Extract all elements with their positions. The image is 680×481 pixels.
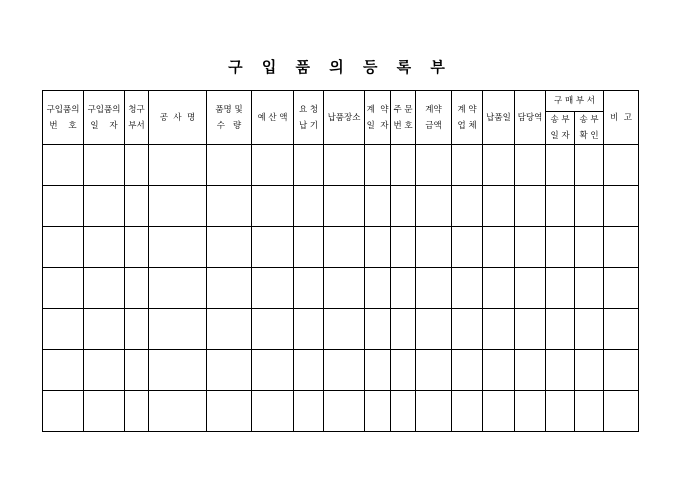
table-cell[interactable] bbox=[149, 309, 207, 350]
table-cell[interactable] bbox=[207, 186, 252, 227]
table-cell[interactable] bbox=[416, 145, 452, 186]
table-row bbox=[43, 145, 639, 186]
table-cell[interactable] bbox=[604, 350, 639, 391]
table-cell[interactable] bbox=[252, 309, 294, 350]
table-cell[interactable] bbox=[604, 227, 639, 268]
table-cell[interactable] bbox=[324, 350, 365, 391]
header-manager: 담당역 bbox=[515, 91, 546, 145]
header-delivery-date: 납품일 bbox=[483, 91, 515, 145]
table-cell[interactable] bbox=[391, 391, 416, 432]
table-cell[interactable] bbox=[125, 309, 149, 350]
header-remarks: 비 고 bbox=[604, 91, 639, 145]
table-cell[interactable] bbox=[207, 309, 252, 350]
table-cell[interactable] bbox=[365, 145, 391, 186]
table-cell[interactable] bbox=[575, 391, 604, 432]
header-purchase-dept: 구 매 부 서 bbox=[546, 91, 604, 112]
table-cell[interactable] bbox=[452, 309, 483, 350]
table-cell[interactable] bbox=[391, 268, 416, 309]
table-cell[interactable] bbox=[483, 309, 515, 350]
table-cell[interactable] bbox=[546, 309, 575, 350]
table-cell[interactable] bbox=[515, 309, 546, 350]
table-cell[interactable] bbox=[575, 309, 604, 350]
table-cell[interactable] bbox=[294, 309, 324, 350]
header-contractor: 계 약 업 체 bbox=[452, 91, 483, 145]
table-row bbox=[43, 350, 639, 391]
table-cell[interactable] bbox=[483, 350, 515, 391]
table-cell[interactable] bbox=[84, 227, 125, 268]
table-cell[interactable] bbox=[294, 145, 324, 186]
table-cell[interactable] bbox=[84, 350, 125, 391]
table-cell[interactable] bbox=[452, 186, 483, 227]
table-cell[interactable] bbox=[515, 227, 546, 268]
table-cell[interactable] bbox=[515, 268, 546, 309]
table-cell[interactable] bbox=[416, 268, 452, 309]
table-cell[interactable] bbox=[452, 391, 483, 432]
table-cell[interactable] bbox=[294, 186, 324, 227]
header-requested-due: 요 청 납 기 bbox=[294, 91, 324, 145]
table-cell[interactable] bbox=[252, 268, 294, 309]
table-cell[interactable] bbox=[575, 268, 604, 309]
table-cell[interactable] bbox=[515, 145, 546, 186]
table-cell[interactable] bbox=[252, 186, 294, 227]
table-cell[interactable] bbox=[324, 391, 365, 432]
table-cell[interactable] bbox=[546, 186, 575, 227]
table-cell[interactable] bbox=[207, 350, 252, 391]
table-row bbox=[43, 268, 639, 309]
header-requesting-dept: 청구 부서 bbox=[125, 91, 149, 145]
table-cell[interactable] bbox=[125, 391, 149, 432]
table-cell[interactable] bbox=[43, 268, 84, 309]
header-delivery-place: 납품장소 bbox=[324, 91, 365, 145]
table-cell[interactable] bbox=[483, 145, 515, 186]
table-cell[interactable] bbox=[125, 350, 149, 391]
table-cell[interactable] bbox=[416, 350, 452, 391]
purchase-register-table bbox=[42, 90, 639, 432]
table-cell[interactable] bbox=[452, 145, 483, 186]
table-cell[interactable] bbox=[324, 309, 365, 350]
table-cell[interactable] bbox=[324, 145, 365, 186]
table-cell[interactable] bbox=[43, 227, 84, 268]
table-cell[interactable] bbox=[149, 268, 207, 309]
header-order-no: 주 문 번 호 bbox=[391, 91, 416, 145]
header-contract-amount: 계약 금액 bbox=[416, 91, 452, 145]
table-cell[interactable] bbox=[604, 186, 639, 227]
table-cell[interactable] bbox=[84, 391, 125, 432]
table-cell[interactable] bbox=[252, 145, 294, 186]
table-cell[interactable] bbox=[125, 186, 149, 227]
table-cell[interactable] bbox=[604, 145, 639, 186]
table-cell[interactable] bbox=[294, 350, 324, 391]
table-cell[interactable] bbox=[294, 391, 324, 432]
table-cell[interactable] bbox=[365, 227, 391, 268]
table-cell[interactable] bbox=[324, 186, 365, 227]
table-cell[interactable] bbox=[365, 268, 391, 309]
header-send-confirm: 송 부 확 인 bbox=[575, 112, 604, 145]
header-item-no: 구입품의 번 호 bbox=[43, 91, 84, 145]
table-cell[interactable] bbox=[84, 268, 125, 309]
table-cell[interactable] bbox=[149, 350, 207, 391]
header-row bbox=[43, 91, 639, 112]
table-cell[interactable] bbox=[483, 186, 515, 227]
table-cell[interactable] bbox=[546, 350, 575, 391]
table-cell[interactable] bbox=[483, 227, 515, 268]
header-contract-date: 계 약 일 자 bbox=[365, 91, 391, 145]
table-cell[interactable] bbox=[43, 391, 84, 432]
table-cell[interactable] bbox=[483, 268, 515, 309]
table-row bbox=[43, 186, 639, 227]
table-cell[interactable] bbox=[575, 186, 604, 227]
table-cell[interactable] bbox=[416, 186, 452, 227]
table-cell[interactable] bbox=[125, 227, 149, 268]
table-cell[interactable] bbox=[416, 391, 452, 432]
table-cell[interactable] bbox=[252, 227, 294, 268]
register-body bbox=[43, 145, 639, 432]
table-cell[interactable] bbox=[515, 350, 546, 391]
table-row bbox=[43, 309, 639, 350]
table-cell[interactable] bbox=[604, 309, 639, 350]
table-cell[interactable] bbox=[207, 391, 252, 432]
table-cell[interactable] bbox=[149, 186, 207, 227]
header-project-name: 공 사 명 bbox=[149, 91, 207, 145]
page-title: 구 입 품 의 등 록 부 bbox=[228, 58, 452, 76]
table-cell[interactable] bbox=[149, 391, 207, 432]
table-cell[interactable] bbox=[149, 227, 207, 268]
table-cell[interactable] bbox=[391, 186, 416, 227]
table-cell[interactable] bbox=[391, 227, 416, 268]
table-cell[interactable] bbox=[515, 186, 546, 227]
table-cell[interactable] bbox=[391, 145, 416, 186]
table-cell[interactable] bbox=[515, 391, 546, 432]
table-cell[interactable] bbox=[365, 186, 391, 227]
table-cell[interactable] bbox=[149, 145, 207, 186]
table-row bbox=[43, 227, 639, 268]
header-send-date: 송 부 일 자 bbox=[546, 112, 575, 145]
table-cell[interactable] bbox=[575, 227, 604, 268]
table-cell[interactable] bbox=[391, 350, 416, 391]
table-cell[interactable] bbox=[483, 391, 515, 432]
table-cell[interactable] bbox=[294, 227, 324, 268]
table-cell[interactable] bbox=[365, 391, 391, 432]
header-item-quantity: 품명 및 수 량 bbox=[207, 91, 252, 145]
table-row bbox=[43, 391, 639, 432]
table-cell[interactable] bbox=[604, 268, 639, 309]
table-cell[interactable] bbox=[84, 145, 125, 186]
table-cell[interactable] bbox=[452, 350, 483, 391]
table-cell[interactable] bbox=[391, 309, 416, 350]
table-cell[interactable] bbox=[546, 227, 575, 268]
header-purchase-date: 구입품의 일 자 bbox=[84, 91, 125, 145]
table-cell[interactable] bbox=[546, 268, 575, 309]
table-cell[interactable] bbox=[252, 350, 294, 391]
table-cell[interactable] bbox=[207, 268, 252, 309]
table-cell[interactable] bbox=[575, 145, 604, 186]
table-cell[interactable] bbox=[416, 309, 452, 350]
table-cell[interactable] bbox=[207, 227, 252, 268]
table-cell[interactable] bbox=[324, 268, 365, 309]
table-cell[interactable] bbox=[294, 268, 324, 309]
table-cell[interactable] bbox=[575, 350, 604, 391]
table-cell[interactable] bbox=[604, 391, 639, 432]
table-cell[interactable] bbox=[84, 186, 125, 227]
table-cell[interactable] bbox=[252, 391, 294, 432]
table-cell[interactable] bbox=[207, 145, 252, 186]
table-cell[interactable] bbox=[84, 309, 125, 350]
table-cell[interactable] bbox=[365, 350, 391, 391]
table-cell[interactable] bbox=[125, 145, 149, 186]
table-cell[interactable] bbox=[43, 350, 84, 391]
table-cell[interactable] bbox=[452, 268, 483, 309]
table-cell[interactable] bbox=[365, 309, 391, 350]
table-cell[interactable] bbox=[546, 145, 575, 186]
table-cell[interactable] bbox=[125, 268, 149, 309]
table-cell[interactable] bbox=[43, 145, 84, 186]
table-cell[interactable] bbox=[43, 186, 84, 227]
table-cell[interactable] bbox=[452, 227, 483, 268]
table-cell[interactable] bbox=[416, 227, 452, 268]
table-cell[interactable] bbox=[324, 227, 365, 268]
table-cell[interactable] bbox=[43, 309, 84, 350]
header-budget: 예 산 액 bbox=[252, 91, 294, 145]
table-cell[interactable] bbox=[546, 391, 575, 432]
